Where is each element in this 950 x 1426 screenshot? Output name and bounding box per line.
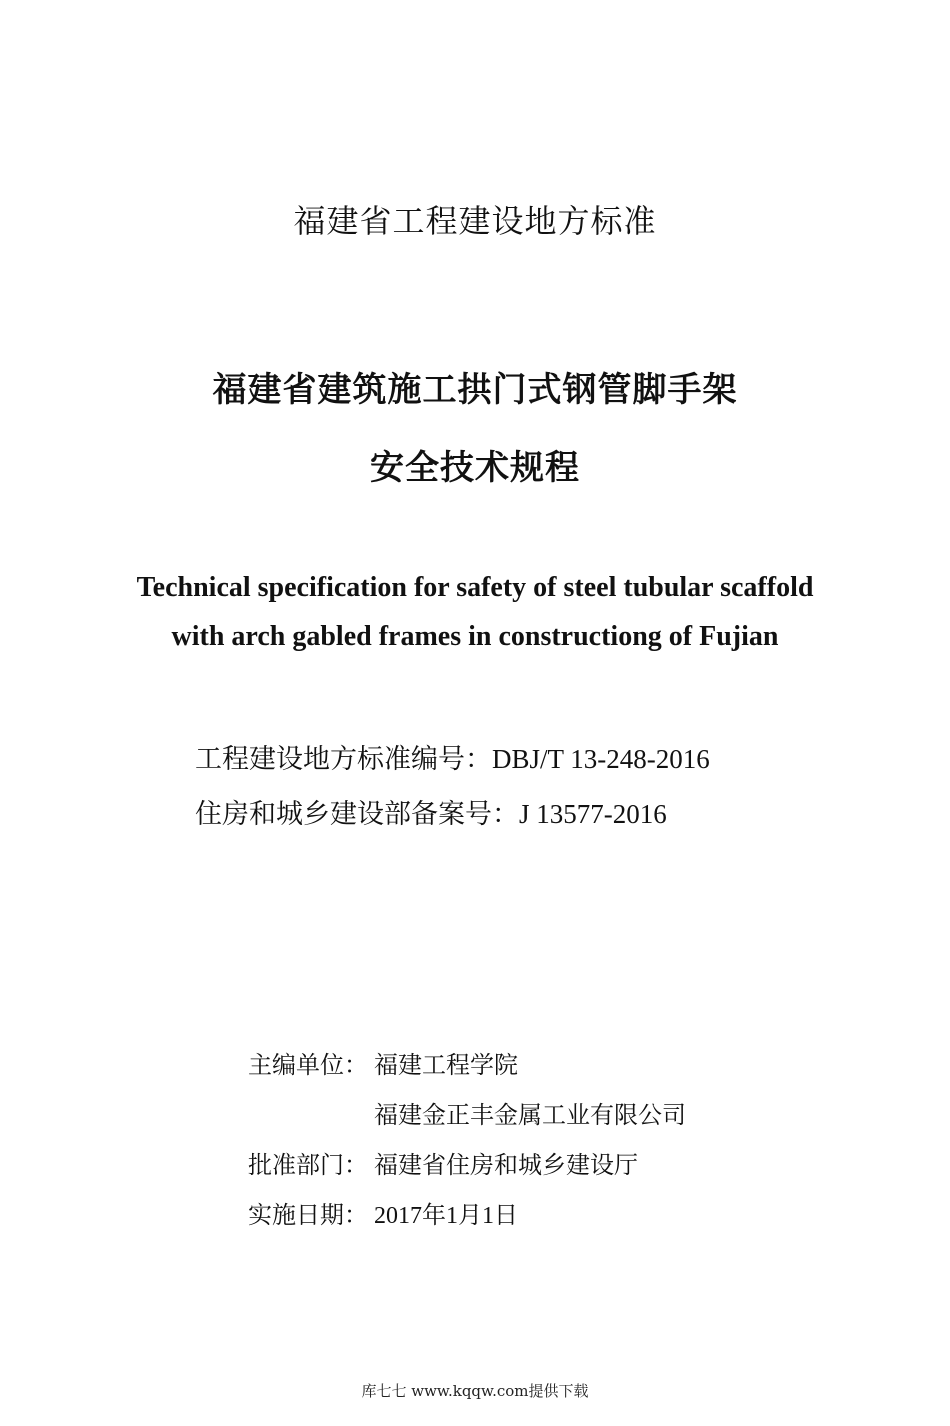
effective-date-label: 实施日期： <box>248 1201 368 1229</box>
co-editor-row <box>248 1095 686 1130</box>
english-title-line-2: with arch gabled frames in constructiong of Fujian <box>171 621 779 652</box>
approval-department-value: 福建省住房和城乡建设厅 <box>374 1151 638 1179</box>
standard-series-heading: 福建省工程建设地方标准 <box>293 202 657 240</box>
download-source-footer: 库七七 www.kqqw.com提供下载 <box>361 1382 589 1400</box>
chinese-title-line-2: 安全技术规程 <box>370 448 580 488</box>
standard-code-value: DBJ/T 13-248-2016 <box>492 744 710 774</box>
chief-editor-label: 主编单位： <box>248 1051 368 1079</box>
co-editor-value: 福建金正丰金属工业有限公司 <box>374 1101 686 1129</box>
filing-number-row <box>195 792 667 831</box>
chief-editor-value: 福建工程学院 <box>374 1051 518 1079</box>
co-editor-label <box>248 1095 374 1130</box>
standard-code-label: 工程建设地方标准编号： <box>195 744 492 775</box>
approval-department-row <box>248 1145 638 1180</box>
filing-number-value: J 13577-2016 <box>519 799 667 829</box>
standard-code-row <box>195 737 710 776</box>
english-title-line-1: Technical specification for safety of steel tubular scaffold <box>136 572 814 603</box>
chinese-title-line-1: 福建省建筑施工拱门式钢管脚手架 <box>212 370 738 410</box>
approval-department-label: 批准部门： <box>248 1151 368 1179</box>
effective-date-value: 2017年1月1日 <box>374 1203 518 1229</box>
filing-number-label: 住房和城乡建设部备案号： <box>195 799 519 830</box>
effective-date-row <box>248 1195 518 1230</box>
chief-editor-row <box>248 1045 518 1080</box>
